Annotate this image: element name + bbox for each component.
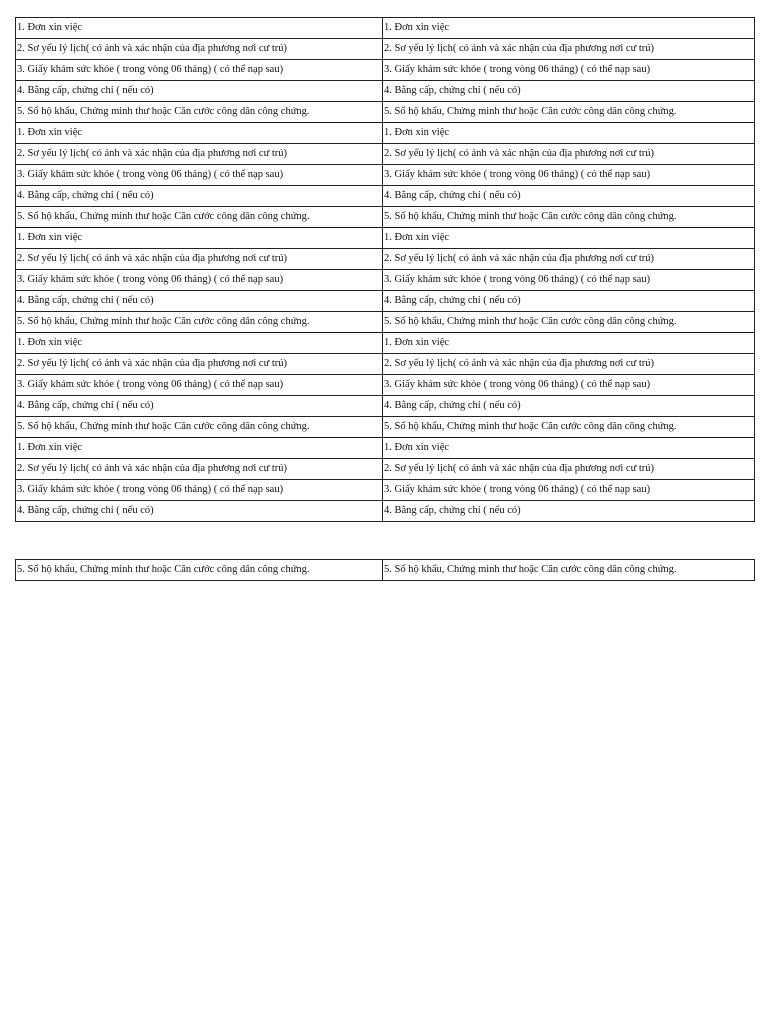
table-row	[16, 207, 755, 228]
table-row	[16, 438, 755, 459]
table-row	[16, 60, 755, 81]
table-row	[16, 39, 755, 60]
cell-left[interactable]: 2. Sơ yếu lý lịch( có ảnh và xác nhận của địa phương nơi cư trú)	[16, 354, 383, 375]
table-row	[16, 459, 755, 480]
cell-left[interactable]: 2. Sơ yếu lý lịch( có ảnh và xác nhận của địa phương nơi cư trú)	[16, 249, 383, 270]
cell-right[interactable]: 1. Đơn xin việc	[383, 438, 755, 459]
extra-table-body	[16, 560, 755, 581]
table-row	[16, 186, 755, 207]
table-row	[16, 144, 755, 165]
table-row	[16, 375, 755, 396]
cell-right[interactable]: 4. Bằng cấp, chứng chỉ ( nếu có)	[383, 501, 755, 522]
cell-right[interactable]: 4. Bằng cấp, chứng chỉ ( nếu có)	[383, 186, 755, 207]
cell-right[interactable]: 4. Bằng cấp, chứng chỉ ( nếu có)	[383, 291, 755, 312]
table-row	[16, 228, 755, 249]
table-row	[16, 165, 755, 186]
cell-left[interactable]: 1. Đơn xin việc	[16, 228, 383, 249]
extra-document-table	[15, 559, 755, 581]
cell-right[interactable]: 2. Sơ yếu lý lịch( có ảnh và xác nhận của địa phương nơi cư trú)	[383, 249, 755, 270]
cell-left[interactable]: 5. Sổ hộ khẩu, Chứng minh thư hoặc Căn cước công dân công chứng.	[16, 102, 383, 123]
table-row	[16, 81, 755, 102]
cell-left[interactable]: 1. Đơn xin việc	[16, 123, 383, 144]
cell-left[interactable]: 3. Giấy khám sức khỏe ( trong vòng 06 tháng) ( có thể nạp sau)	[16, 270, 383, 291]
cell-right[interactable]: 1. Đơn xin việc	[383, 123, 755, 144]
table-row	[16, 501, 755, 522]
cell-left[interactable]: 4. Bằng cấp, chứng chỉ ( nếu có)	[16, 291, 383, 312]
cell-right[interactable]: 3. Giấy khám sức khỏe ( trong vòng 06 tháng) ( có thể nạp sau)	[383, 270, 755, 291]
cell-left[interactable]: 3. Giấy khám sức khỏe ( trong vòng 06 tháng) ( có thể nạp sau)	[16, 375, 383, 396]
table-row	[16, 417, 755, 438]
cell-left[interactable]: 2. Sơ yếu lý lịch( có ảnh và xác nhận của địa phương nơi cư trú)	[16, 459, 383, 480]
cell-right[interactable]: 3. Giấy khám sức khỏe ( trong vòng 06 tháng) ( có thể nạp sau)	[383, 375, 755, 396]
table-row	[16, 396, 755, 417]
cell-right[interactable]: 3. Giấy khám sức khỏe ( trong vòng 06 tháng) ( có thể nạp sau)	[383, 60, 755, 81]
cell-right[interactable]: 2. Sơ yếu lý lịch( có ảnh và xác nhận của địa phương nơi cư trú)	[383, 354, 755, 375]
cell-left[interactable]: 5. Sổ hộ khẩu, Chứng minh thư hoặc Căn cước công dân công chứng.	[16, 560, 383, 581]
cell-left[interactable]: 4. Bằng cấp, chứng chỉ ( nếu có)	[16, 186, 383, 207]
cell-right[interactable]: 2. Sơ yếu lý lịch( có ảnh và xác nhận của địa phương nơi cư trú)	[383, 144, 755, 165]
table-row	[16, 312, 755, 333]
cell-right[interactable]: 3. Giấy khám sức khỏe ( trong vòng 06 tháng) ( có thể nạp sau)	[383, 165, 755, 186]
cell-left[interactable]: 2. Sơ yếu lý lịch( có ảnh và xác nhận của địa phương nơi cư trú)	[16, 144, 383, 165]
table-row	[16, 123, 755, 144]
cell-left[interactable]: 4. Bằng cấp, chứng chỉ ( nếu có)	[16, 81, 383, 102]
cell-right[interactable]: 1. Đơn xin việc	[383, 18, 755, 39]
cell-left[interactable]: 1. Đơn xin việc	[16, 438, 383, 459]
cell-left[interactable]: 5. Sổ hộ khẩu, Chứng minh thư hoặc Căn cước công dân công chứng.	[16, 417, 383, 438]
cell-right[interactable]: 1. Đơn xin việc	[383, 333, 755, 354]
cell-right[interactable]: 5. Sổ hộ khẩu, Chứng minh thư hoặc Căn cước công dân công chứng.	[383, 560, 755, 581]
cell-left[interactable]: 1. Đơn xin việc	[16, 333, 383, 354]
table-row	[16, 480, 755, 501]
cell-right[interactable]: 4. Bằng cấp, chứng chỉ ( nếu có)	[383, 396, 755, 417]
cell-right[interactable]: 2. Sơ yếu lý lịch( có ảnh và xác nhận của địa phương nơi cư trú)	[383, 39, 755, 60]
table-row	[16, 291, 755, 312]
cell-left[interactable]: 5. Sổ hộ khẩu, Chứng minh thư hoặc Căn cước công dân công chứng.	[16, 207, 383, 228]
cell-right[interactable]: 5. Sổ hộ khẩu, Chứng minh thư hoặc Căn cước công dân công chứng.	[383, 312, 755, 333]
cell-left[interactable]: 4. Bằng cấp, chứng chỉ ( nếu có)	[16, 501, 383, 522]
main-table-body	[16, 18, 755, 522]
cell-right[interactable]: 5. Sổ hộ khẩu, Chứng minh thư hoặc Căn cước công dân công chứng.	[383, 207, 755, 228]
cell-right[interactable]: 4. Bằng cấp, chứng chỉ ( nếu có)	[383, 81, 755, 102]
table-row	[16, 102, 755, 123]
table-row	[16, 249, 755, 270]
cell-left[interactable]: 2. Sơ yếu lý lịch( có ảnh và xác nhận của địa phương nơi cư trú)	[16, 39, 383, 60]
table-row	[16, 354, 755, 375]
cell-left[interactable]: 5. Sổ hộ khẩu, Chứng minh thư hoặc Căn cước công dân công chứng.	[16, 312, 383, 333]
table-row	[16, 270, 755, 291]
table-row	[16, 560, 755, 581]
cell-right[interactable]: 5. Sổ hộ khẩu, Chứng minh thư hoặc Căn cước công dân công chứng.	[383, 417, 755, 438]
main-document-table	[15, 17, 755, 522]
cell-left[interactable]: 4. Bằng cấp, chứng chỉ ( nếu có)	[16, 396, 383, 417]
cell-left[interactable]: 3. Giấy khám sức khỏe ( trong vòng 06 tháng) ( có thể nạp sau)	[16, 165, 383, 186]
table-row	[16, 333, 755, 354]
cell-left[interactable]: 3. Giấy khám sức khỏe ( trong vòng 06 tháng) ( có thể nạp sau)	[16, 480, 383, 501]
cell-right[interactable]: 5. Sổ hộ khẩu, Chứng minh thư hoặc Căn cước công dân công chứng.	[383, 102, 755, 123]
cell-right[interactable]: 1. Đơn xin việc	[383, 228, 755, 249]
table-row	[16, 18, 755, 39]
cell-right[interactable]: 3. Giấy khám sức khỏe ( trong vòng 06 tháng) ( có thể nạp sau)	[383, 480, 755, 501]
cell-right[interactable]: 2. Sơ yếu lý lịch( có ảnh và xác nhận của địa phương nơi cư trú)	[383, 459, 755, 480]
cell-left[interactable]: 1. Đơn xin việc	[16, 18, 383, 39]
cell-left[interactable]: 3. Giấy khám sức khỏe ( trong vòng 06 tháng) ( có thể nạp sau)	[16, 60, 383, 81]
